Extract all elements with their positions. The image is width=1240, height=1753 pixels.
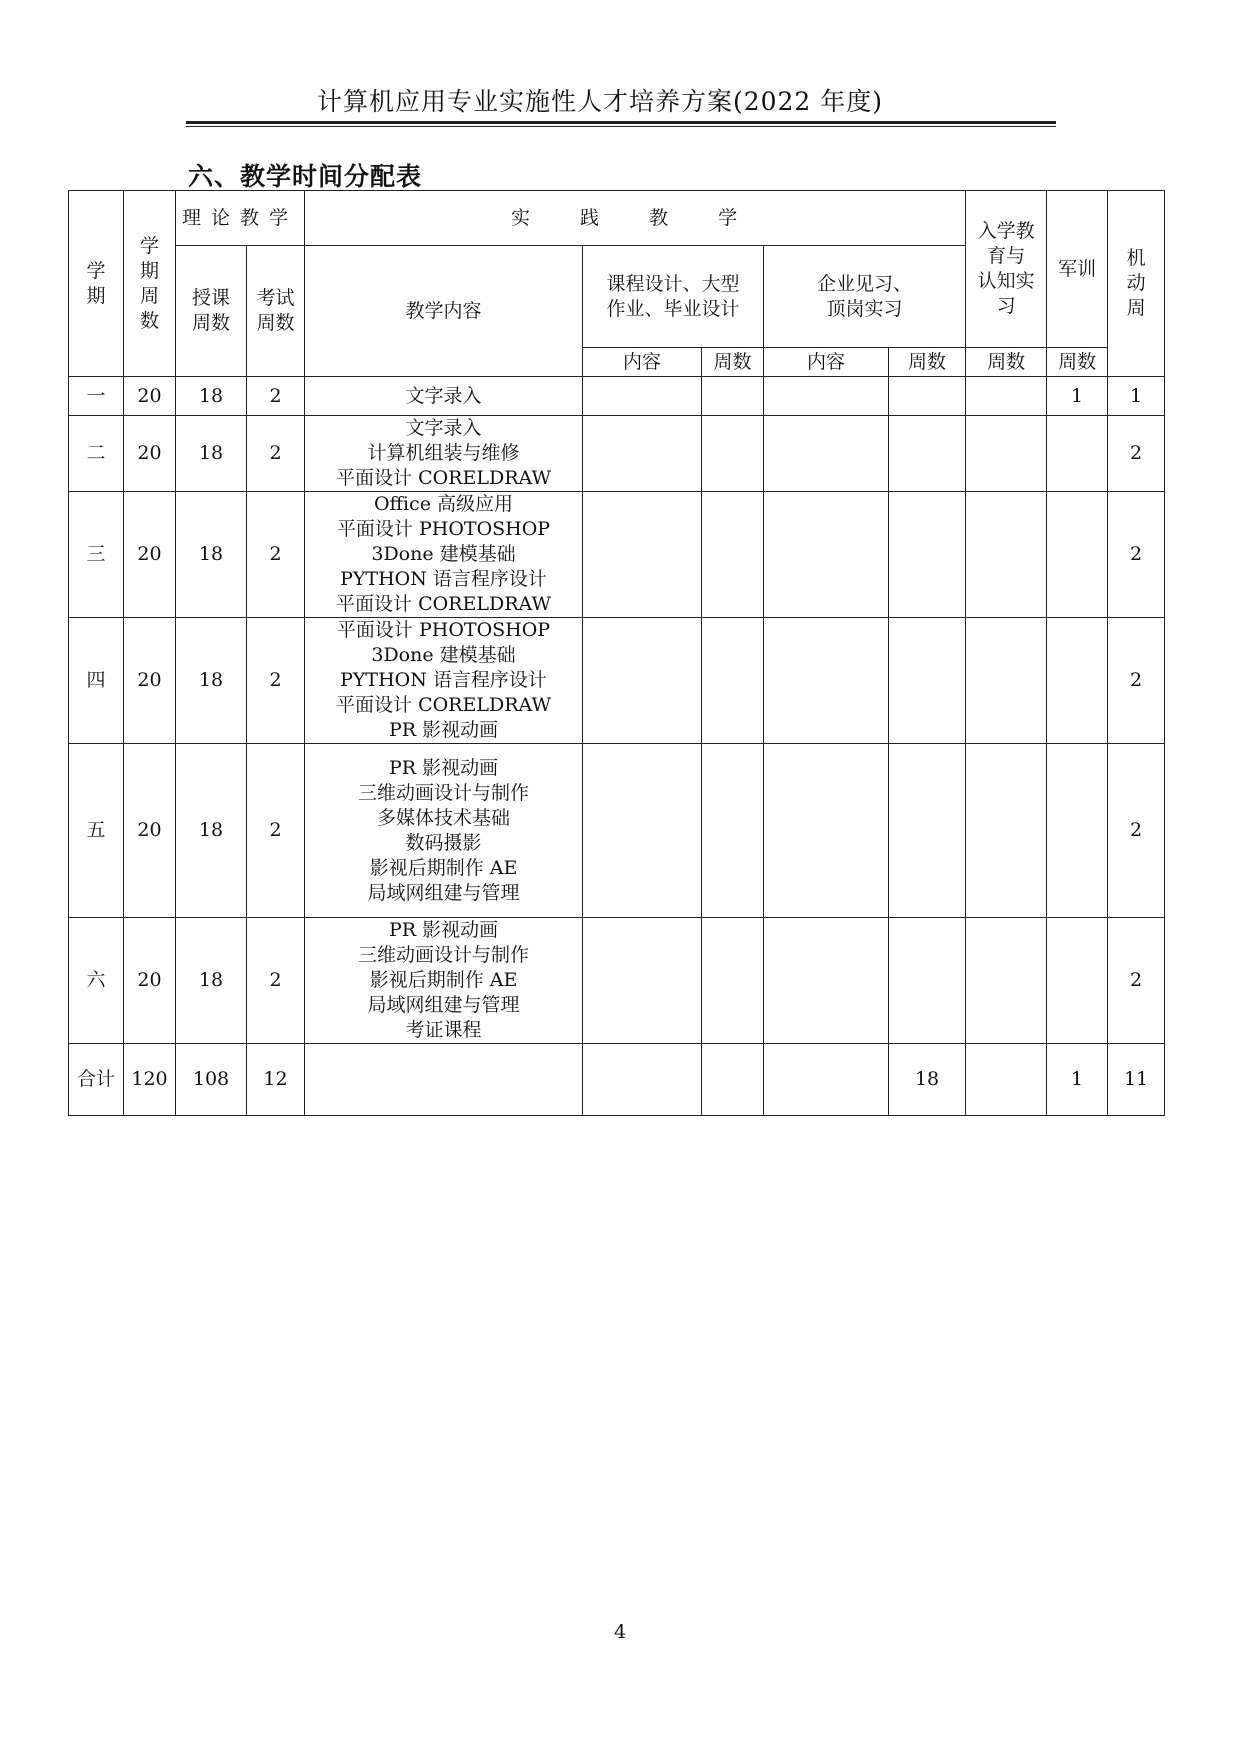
weeks-cell: 20 <box>124 492 176 618</box>
page-header-title: 计算机应用专业实施性人才培养方案(2022 年度) <box>316 87 884 116</box>
teaching-weeks-cell: 18 <box>176 918 247 1044</box>
table-row <box>69 918 1165 1044</box>
semester-cell: 三 <box>69 492 124 618</box>
weeks-cell: 20 <box>124 416 176 492</box>
military-weeks-cell <box>1047 618 1108 744</box>
teaching-weeks-cell: 18 <box>176 416 247 492</box>
header-flexible-weeks: 机 动 周 <box>1108 191 1165 377</box>
course-design-weeks-cell <box>702 744 764 918</box>
total-semester-cell: 合计 <box>69 1044 124 1116</box>
header-entrance-weeks: 周数 <box>966 348 1047 377</box>
flexible-weeks-cell: 2 <box>1108 416 1165 492</box>
internship-weeks-cell <box>889 744 966 918</box>
teaching-content-cell: PR 影视动画 三维动画设计与制作 多媒体技术基础 数码摄影 影视后期制作 AE 局域网组建与管理 <box>305 744 583 918</box>
military-weeks-cell <box>1047 492 1108 618</box>
total-internship-weeks-cell: 18 <box>889 1044 966 1116</box>
exam-weeks-cell: 2 <box>247 377 305 416</box>
total-flexible-weeks-cell: 11 <box>1108 1044 1165 1116</box>
section-title: 六、教学时间分配表 <box>188 162 423 191</box>
header-internship-content: 内容 <box>764 348 889 377</box>
header-military-weeks: 周数 <box>1047 348 1108 377</box>
course-design-content-cell <box>583 492 702 618</box>
course-design-weeks-cell <box>702 416 764 492</box>
semester-cell: 二 <box>69 416 124 492</box>
course-design-content-cell <box>583 377 702 416</box>
teaching-content-cell: 文字录入 <box>305 377 583 416</box>
weeks-cell: 20 <box>124 744 176 918</box>
header-teaching-weeks: 授课 周数 <box>176 246 247 377</box>
flexible-weeks-cell: 2 <box>1108 744 1165 918</box>
exam-weeks-cell: 2 <box>247 492 305 618</box>
semester-cell: 六 <box>69 918 124 1044</box>
internship-content-cell <box>764 416 889 492</box>
semester-cell: 四 <box>69 618 124 744</box>
course-design-weeks-cell <box>702 618 764 744</box>
teaching-content-cell: 文字录入 计算机组装与维修 平面设计 CORELDRAW <box>305 416 583 492</box>
header-entrance-education: 入学教 育与 认知实 习 <box>966 191 1047 348</box>
entrance-weeks-cell <box>966 416 1047 492</box>
total-teaching-content-cell <box>305 1044 583 1116</box>
table-row <box>69 492 1165 618</box>
semester-cell: 一 <box>69 377 124 416</box>
flexible-weeks-cell: 2 <box>1108 492 1165 618</box>
flexible-weeks-cell: 2 <box>1108 918 1165 1044</box>
header-internship-weeks: 周数 <box>889 348 966 377</box>
header-course-design: 课程设计、大型 作业、毕业设计 <box>583 246 764 348</box>
total-course-design-weeks-cell <box>702 1044 764 1116</box>
teaching-weeks-cell: 18 <box>176 377 247 416</box>
header-course-design-weeks: 周数 <box>702 348 764 377</box>
total-weeks-cell: 120 <box>124 1044 176 1116</box>
header-semester: 学 期 <box>69 191 124 377</box>
header-double-rule <box>186 121 1056 127</box>
header-semester-weeks: 学 期 周 数 <box>124 191 176 377</box>
header-internship: 企业见习、 顶岗实习 <box>764 246 966 348</box>
header-course-design-content: 内容 <box>583 348 702 377</box>
exam-weeks-cell: 2 <box>247 744 305 918</box>
table-row <box>69 744 1165 918</box>
course-design-weeks-cell <box>702 918 764 1044</box>
flexible-weeks-cell: 2 <box>1108 618 1165 744</box>
military-weeks-cell: 1 <box>1047 377 1108 416</box>
entrance-weeks-cell <box>966 918 1047 1044</box>
internship-weeks-cell <box>889 492 966 618</box>
table-row <box>69 416 1165 492</box>
internship-content-cell <box>764 918 889 1044</box>
header-theory-teaching: 理论教学 <box>176 191 305 246</box>
total-exam-weeks-cell: 12 <box>247 1044 305 1116</box>
internship-content-cell <box>764 492 889 618</box>
weeks-cell: 20 <box>124 377 176 416</box>
teaching-time-allocation-table <box>68 190 1165 1116</box>
internship-weeks-cell <box>889 918 966 1044</box>
exam-weeks-cell: 2 <box>247 918 305 1044</box>
internship-content-cell <box>764 618 889 744</box>
entrance-weeks-cell <box>966 618 1047 744</box>
total-entrance-weeks-cell <box>966 1044 1047 1116</box>
total-military-weeks-cell: 1 <box>1047 1044 1108 1116</box>
weeks-cell: 20 <box>124 918 176 1044</box>
header-teaching-content: 教学内容 <box>305 246 583 377</box>
header-practice-teaching: 实 践 教 学 <box>305 191 966 246</box>
semester-cell: 五 <box>69 744 124 918</box>
table-row <box>69 618 1165 744</box>
total-course-design-content-cell <box>583 1044 702 1116</box>
teaching-weeks-cell: 18 <box>176 618 247 744</box>
internship-weeks-cell <box>889 377 966 416</box>
internship-content-cell <box>764 744 889 918</box>
entrance-weeks-cell <box>966 744 1047 918</box>
course-design-weeks-cell <box>702 492 764 618</box>
teaching-weeks-cell: 18 <box>176 744 247 918</box>
entrance-weeks-cell <box>966 377 1047 416</box>
table-row <box>69 377 1165 416</box>
total-row <box>69 1044 1165 1116</box>
flexible-weeks-cell: 1 <box>1108 377 1165 416</box>
exam-weeks-cell: 2 <box>247 618 305 744</box>
total-teaching-weeks-cell: 108 <box>176 1044 247 1116</box>
military-weeks-cell <box>1047 918 1108 1044</box>
military-weeks-cell <box>1047 744 1108 918</box>
course-design-content-cell <box>583 918 702 1044</box>
header-military-training: 军训 <box>1047 191 1108 348</box>
internship-weeks-cell <box>889 416 966 492</box>
total-internship-content-cell <box>764 1044 889 1116</box>
course-design-weeks-cell <box>702 377 764 416</box>
internship-content-cell <box>764 377 889 416</box>
teaching-weeks-cell: 18 <box>176 492 247 618</box>
course-design-content-cell <box>583 416 702 492</box>
weeks-cell: 20 <box>124 618 176 744</box>
teaching-content-cell: Office 高级应用 平面设计 PHOTOSHOP 3Done 建模基础 PYTHON 语言程序设计 平面设计 CORELDRAW <box>305 492 583 618</box>
exam-weeks-cell: 2 <box>247 416 305 492</box>
header-exam-weeks: 考试 周数 <box>247 246 305 377</box>
course-design-content-cell <box>583 744 702 918</box>
internship-weeks-cell <box>889 618 966 744</box>
entrance-weeks-cell <box>966 492 1047 618</box>
course-design-content-cell <box>583 618 702 744</box>
teaching-content-cell: 平面设计 PHOTOSHOP 3Done 建模基础 PYTHON 语言程序设计 平面设计 CORELDRAW PR 影视动画 <box>305 618 583 744</box>
teaching-content-cell: PR 影视动画 三维动画设计与制作 影视后期制作 AE 局域网组建与管理 考证课程 <box>305 918 583 1044</box>
page-number: 4 <box>613 1621 627 1643</box>
military-weeks-cell <box>1047 416 1108 492</box>
